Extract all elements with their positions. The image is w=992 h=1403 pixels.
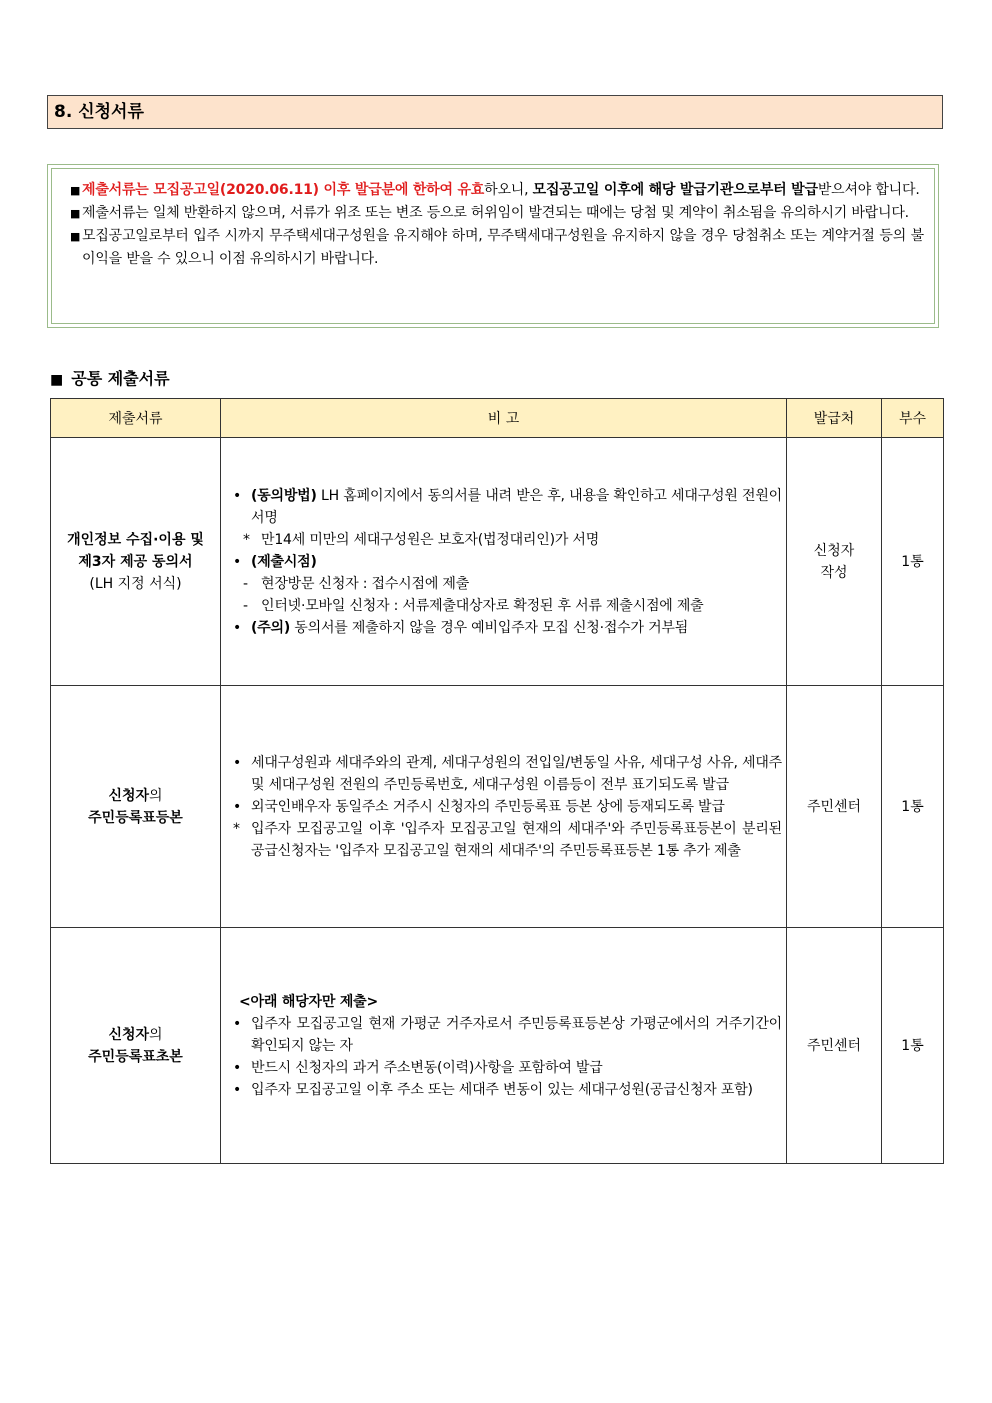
bullet-icon: • (233, 1015, 242, 1032)
remarks-cell (221, 438, 787, 686)
issuer-line: 주민센터 (806, 798, 862, 815)
remark-text: 인터넷·모바일 신청자 : 서류제출대상자로 확정된 후 서류 제출시점에 제출 (261, 597, 704, 614)
doc-name-text: 신청자 (108, 1026, 150, 1043)
remark-text: 외국인배우자 동일주소 거주시 신청자의 주민등록표 등본 상에 등재되도록 발급 (251, 798, 725, 815)
notice-item (70, 202, 924, 225)
notice-text: 모집공고일 이후에 해당 발급기관으로부터 발급 (532, 182, 818, 198)
doc-name-text: 의 (149, 1026, 163, 1043)
table-header-row (51, 399, 944, 438)
remark-text: 만14세 미만의 세대구성원은 보호자(법정대리인)가 서명 (261, 531, 600, 548)
remark-text: 반드시 신청자의 과거 주소변동(이력)사항을 포함하여 발급 (251, 1059, 603, 1076)
table-row (51, 438, 944, 686)
table-row (51, 928, 944, 1164)
asterisk-icon: * (243, 531, 250, 548)
remark-line (231, 573, 782, 595)
header-copies: 부수 (882, 399, 944, 438)
square-bullet-icon: ■ (70, 230, 81, 243)
remark-text: (주의) (251, 619, 291, 636)
asterisk-icon: * (233, 820, 240, 837)
notice-text: 모집공고일로부터 입주 시까지 무주택세대구성원을 유지해야 하며, 무주택세대구성원을 유지하지 않을 경우 당첨취소 또는 계약거절 등의 불이익을 받을 수 있으니 이점 유의하시기 바랍니다. (82, 228, 924, 267)
bullet-icon: • (233, 798, 242, 815)
copies-cell: 1통 (882, 928, 944, 1164)
remark-line (231, 595, 782, 617)
remark-line (231, 1013, 782, 1057)
issuer-line: 신청자 (813, 542, 855, 559)
issuer-cell (787, 928, 882, 1164)
notice-text: 받으셔야 합니다. (817, 182, 920, 198)
doc-name-line (52, 1024, 219, 1046)
remarks-cell (221, 928, 787, 1164)
remark-text: 입주자 모집공고일 이후 '입주자 모집공고일 현재의 세대주'와 주민등록표등본이 분리된 공급신청자는 '입주자 모집공고일 현재의 세대주'의 주민등록표등본 1통 추가 제출 (251, 820, 782, 859)
notice-inner (51, 168, 935, 324)
remark-line (231, 1057, 782, 1079)
doc-name-text: 의 (149, 787, 163, 804)
dash-icon: - (243, 597, 248, 614)
remark-line (231, 529, 782, 551)
header-issuer: 발급처 (787, 399, 882, 438)
remark-line (231, 752, 782, 796)
square-bullet-icon: ■ (50, 372, 64, 388)
remark-line (231, 1079, 782, 1101)
copies-cell: 1통 (882, 438, 944, 686)
remark-line (231, 796, 782, 818)
table-row (51, 686, 944, 928)
notice-box (47, 164, 939, 328)
doc-name-line: 주민등록표등본 (88, 809, 183, 826)
bullet-icon: • (233, 553, 242, 570)
remark-text: (동의방법) (251, 487, 317, 504)
remark-text: 입주자 모집공고일 이후 주소 또는 세대주 변동이 있는 세대구성원(공급신청자 포함) (251, 1081, 753, 1098)
remark-line (231, 991, 782, 1013)
remark-line (231, 485, 782, 529)
notice-text: 제출서류는 모집공고일(2020.06.11) 이후 발급분에 한하여 유효 (82, 182, 485, 198)
doc-name-cell (51, 438, 221, 686)
remark-text: 세대구성원과 세대주와의 관계, 세대구성원의 전입일/변동일 사유, 세대구성 사유, 세대주 및 세대구성원 전원의 주민등록번호, 세대구성원 이름등이 전부 표기되도록 발급 (251, 754, 782, 793)
dash-icon: - (243, 575, 248, 592)
section-title: 8. 신청서류 (47, 95, 943, 129)
remark-text: 현장방문 신청자 : 접수시점에 제출 (261, 575, 470, 592)
remark-line (231, 818, 782, 862)
doc-name-line (52, 785, 219, 807)
remark-text: LH 홈페이지에서 동의서를 내려 받은 후, 내용을 확인하고 세대구성원 전원이 서명 (251, 487, 782, 526)
doc-name-cell (51, 686, 221, 928)
doc-name-line: 개인정보 수집·이용 및 (67, 531, 204, 548)
bullet-icon: • (233, 1081, 242, 1098)
bullet-icon: • (233, 1059, 242, 1076)
square-bullet-icon: ■ (70, 207, 81, 220)
square-bullet-icon: ■ (70, 184, 81, 197)
doc-name-text: 신청자 (108, 787, 150, 804)
notice-text: 제출서류는 일체 반환하지 않으며, 서류가 위조 또는 변조 등으로 허위임이 발견되는 때에는 당첨 및 계약이 취소됨을 유의하시기 바랍니다. (82, 205, 909, 221)
remark-line (231, 551, 782, 573)
issuer-line: 주민센터 (806, 1037, 862, 1054)
remark-text: 동의서를 제출하지 않을 경우 예비입주자 모집 신청·접수가 거부됨 (290, 619, 689, 636)
header-doc: 제출서류 (51, 399, 221, 438)
remarks-cell (221, 686, 787, 928)
common-docs-heading (50, 366, 170, 389)
doc-name-line: 제3자 제공 동의서 (78, 553, 193, 570)
bullet-icon: • (233, 487, 242, 504)
issuer-line: 작성 (820, 564, 848, 581)
copies-cell: 1통 (882, 686, 944, 928)
remark-text: <아래 해당자만 제출> (239, 993, 379, 1010)
remark-text: (제출시점) (251, 553, 317, 570)
doc-name-cell (51, 928, 221, 1164)
issuer-cell (787, 686, 882, 928)
bullet-icon: • (233, 619, 242, 636)
notice-text: 하오니, (484, 182, 533, 198)
remark-line (231, 617, 782, 639)
remark-text: 입주자 모집공고일 현재 가평군 거주자로서 주민등록표등본상 가평군에서의 거주기간이 확인되지 않는 자 (251, 1015, 782, 1054)
issuer-cell (787, 438, 882, 686)
notice-item (70, 179, 924, 202)
doc-name-line: 주민등록표초본 (88, 1048, 183, 1065)
doc-name-line: (LH 지정 서식) (89, 575, 182, 592)
common-docs-heading-text: 공통 제출서류 (71, 369, 170, 388)
header-remarks: 비 고 (221, 399, 787, 438)
documents-table (50, 398, 944, 1164)
bullet-icon: • (233, 754, 242, 771)
notice-item (70, 225, 924, 271)
